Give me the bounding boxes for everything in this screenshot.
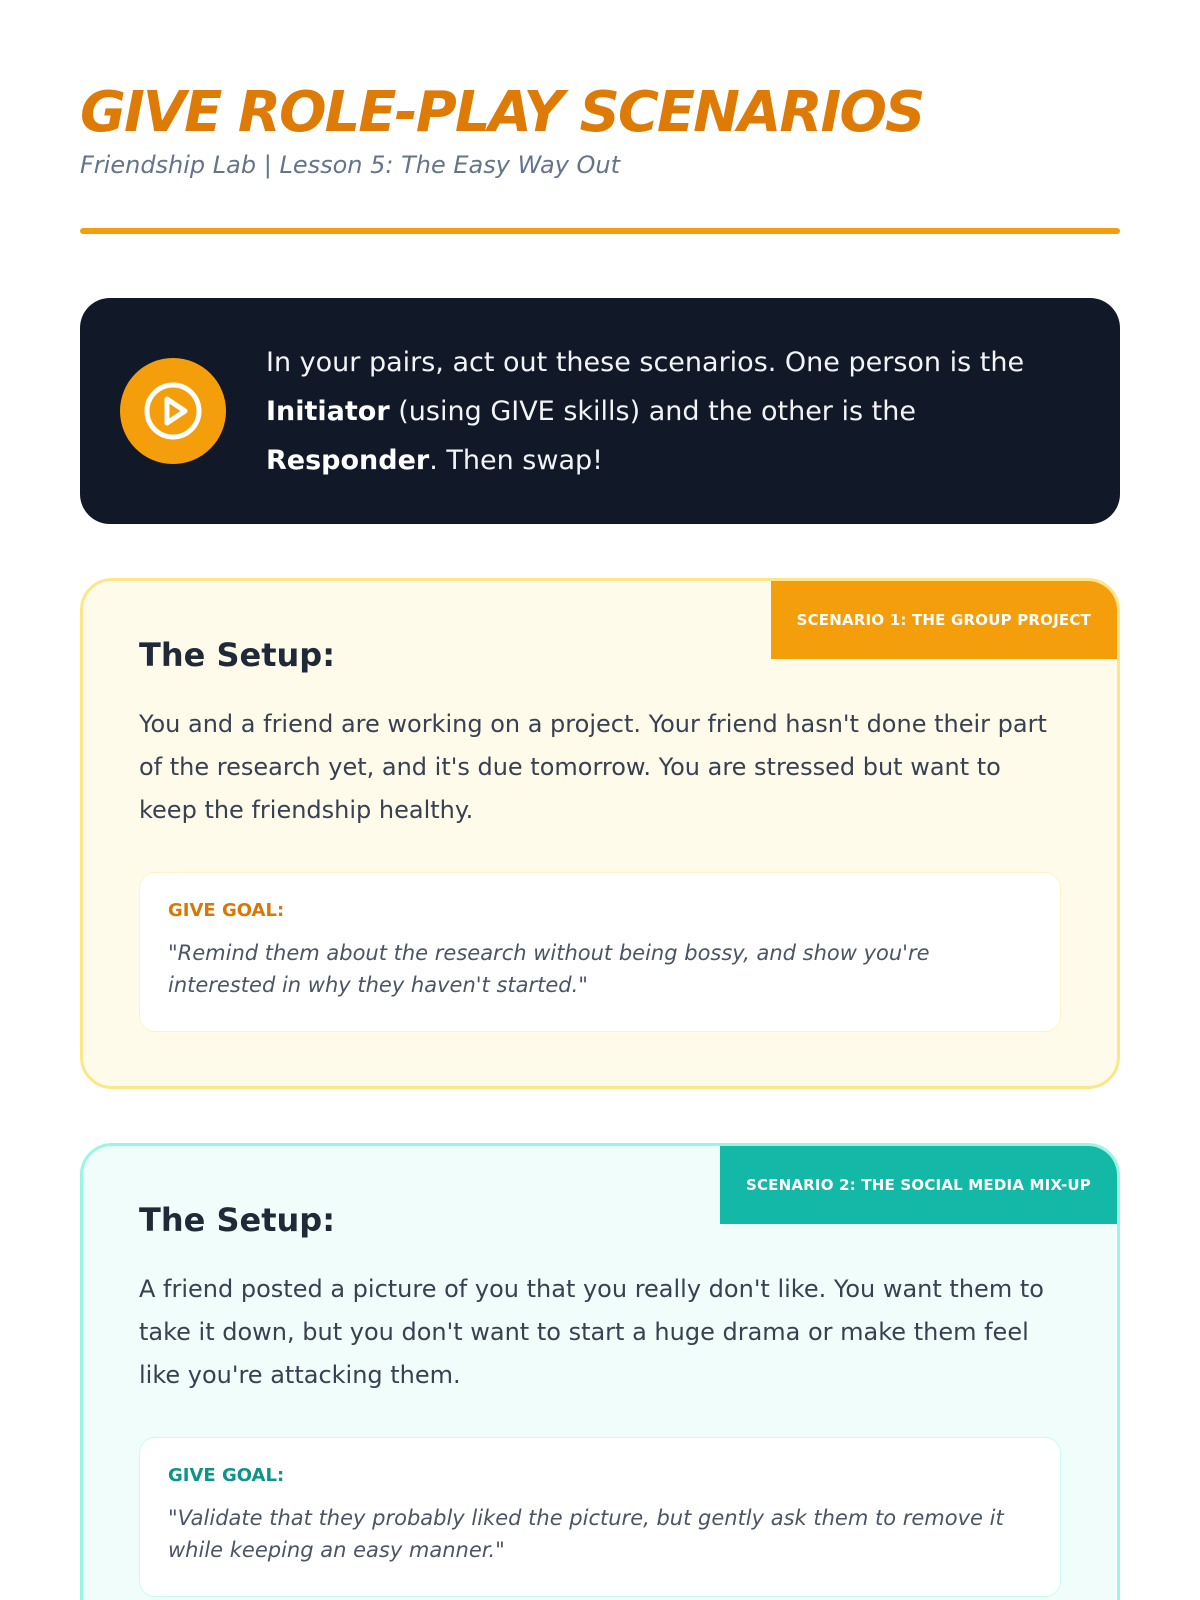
instruction-panel: [80, 298, 1120, 524]
give-goal-box: [139, 1437, 1061, 1597]
page-subtitle: Friendship Lab | Lesson 5: The Easy Way Out: [80, 151, 621, 179]
setup-text: You and a friend are working on a project. Your friend hasn't done their part of the research yet, and it's due tomorrow. You are stressed but want to keep the friendship healthy.: [139, 710, 1047, 824]
role-responder: Responder: [266, 444, 430, 476]
setup-text: A friend posted a picture of you that you really don't like. You want them to take it down, but you don't want to start a huge drama or make them feel like you're attacking them.: [139, 1275, 1044, 1389]
setup-heading: The Setup:: [139, 1201, 335, 1239]
scenario-tag: SCENARIO 2: THE SOCIAL MEDIA MIX-UP: [720, 1146, 1117, 1224]
setup-heading: The Setup:: [139, 636, 335, 674]
instruction-text-part-3: . Then swap!: [429, 444, 603, 476]
scenario-card-1: [80, 578, 1120, 1089]
scenario-tag: SCENARIO 1: THE GROUP PROJECT: [771, 581, 1117, 659]
header-divider: [80, 228, 1120, 234]
give-goal-text: "Validate that they probably liked the picture, but gently ask them to remove it while keeping an easy manner.": [168, 1506, 1004, 1562]
scenario-card-2: [80, 1143, 1120, 1600]
instruction-text: [266, 338, 1080, 485]
give-goal-box: [139, 872, 1061, 1032]
play-badge: [120, 358, 226, 464]
give-goal-label: GIVE GOAL:: [168, 900, 285, 921]
play-circle-icon: [142, 380, 204, 442]
instruction-text-part-1: In your pairs, act out these scenarios. One person is the: [266, 346, 1025, 378]
instruction-text-part-2: (using GIVE skills) and the other is the: [389, 395, 916, 427]
page-title: GIVE ROLE-PLAY SCENARIOS: [80, 80, 924, 145]
give-goal-label: GIVE GOAL:: [168, 1465, 285, 1486]
page-header: [80, 0, 1120, 180]
give-goal-text: "Remind them about the research without being bossy, and show you're interested in why they haven't started.": [168, 941, 930, 997]
role-initiator: Initiator: [266, 395, 390, 427]
